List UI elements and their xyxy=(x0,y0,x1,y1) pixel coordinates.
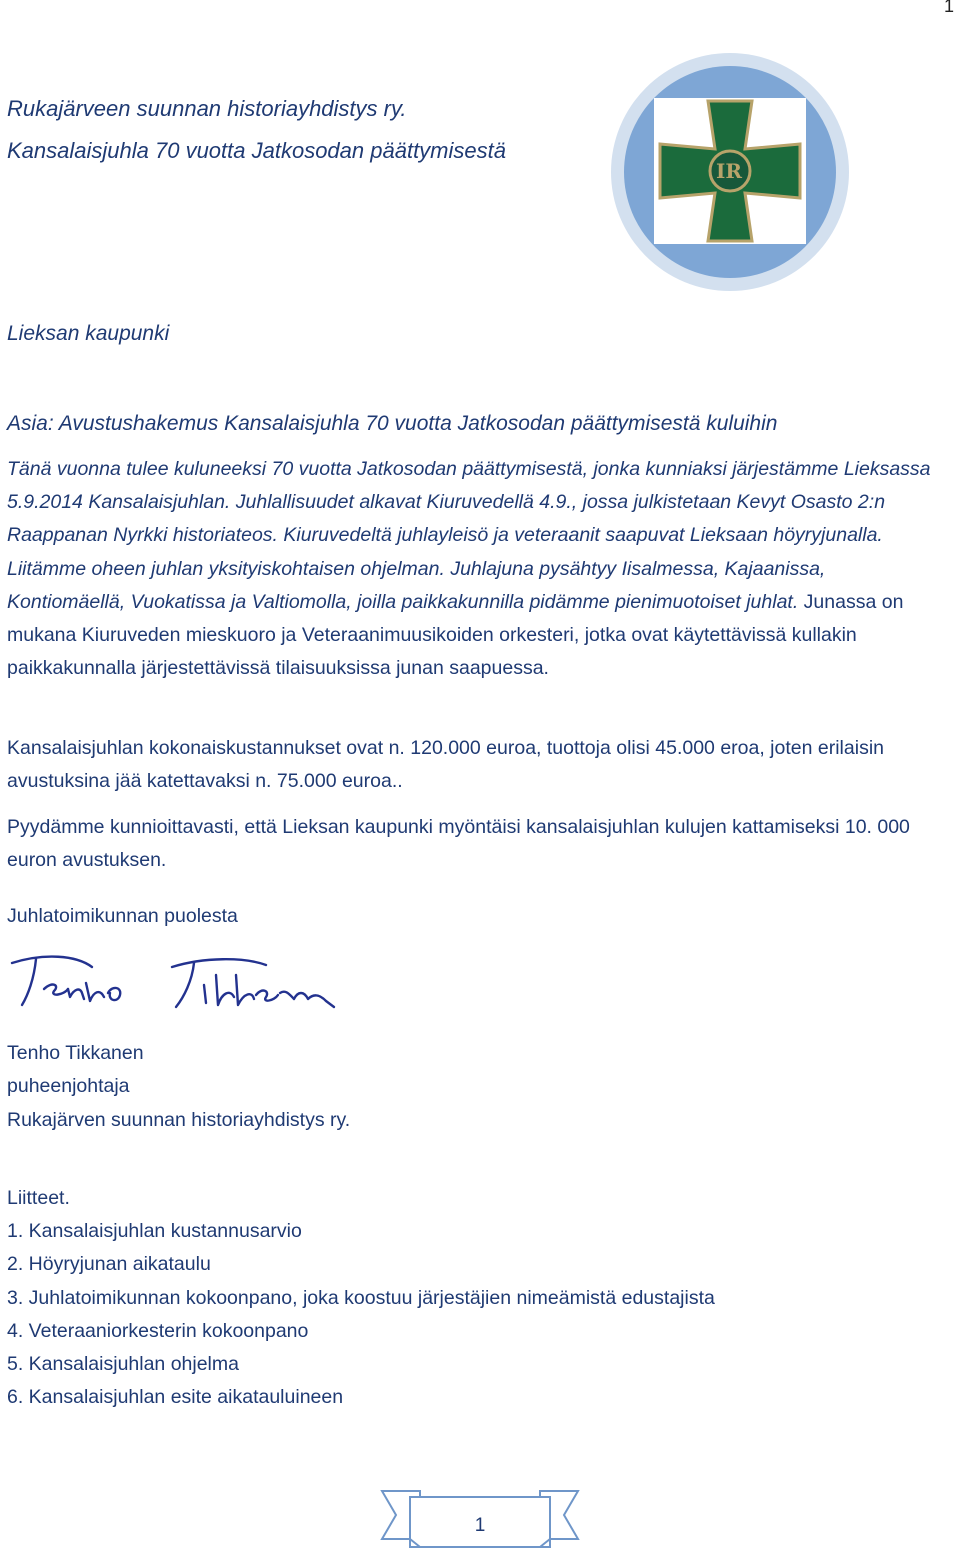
body-paragraph-2: Kansalaisjuhlan kokonaiskustannukset ovat n. 120.000 euroa, tuottoja olisi 45.000 eroa, joten erilaisin avustuksina jää katettavaksi n. 75.000 euroa.. xyxy=(7,737,884,793)
handwritten-signature xyxy=(4,945,340,1027)
event-title: Kansalaisjuhla 70 vuotta Jatkosodan päättymisestä xyxy=(7,138,506,163)
signer-name: Tenho Tikkanen xyxy=(7,1042,144,1064)
body-paragraph-3: Pyydämme kunnioittavasti, että Lieksan kaupunki myöntäisi kansalaisjuhlan kulujen kattamiseksi 10. 000 euron avustuksen. xyxy=(7,816,910,872)
page-number-top: 1 xyxy=(943,0,954,16)
attachment-item: 6. Kansalaisjuhlan esite aikatauluineen xyxy=(7,1386,344,1409)
signer-title: puheenjohtaja xyxy=(7,1075,130,1097)
organization-header: Rukajärveen suunnan historiayhdistys ry. xyxy=(7,96,407,121)
body-paragraph-1-italic: Tänä vuonna tulee kuluneeksi 70 vuotta Jatkosodan päättymisestä, jonka kunniaksi järjestämme Lieksassa 5.9.2014 Kansalaisjuhlan. Juhlallisuudet alkavat Kiuruvedellä 4.9., jossa julkistetaan Kevyt Osasto 2:n Raappanan Nyrkki historiateos. Kiuruvedeltä juhlayleisö ja veteraanit saapuvat Lieksaan höyryjunalla. Liitämme oheen juhlan yksityiskohtaisen ohjelman. Juhlajuna pysähtyy Iisalmessa, Kajaanissa, Kontiomäellä, Vuokatissa ja Valtiomolla, joilla paikkakunnilla pidämme pienimuotoiset juhlat. xyxy=(7,458,931,613)
body-paragraph-1 xyxy=(7,453,947,685)
attachment-item: 1. Kansalaisjuhlan kustannusarvio xyxy=(7,1220,302,1243)
attachment-item: 4. Veteraaniorkesterin kokoonpano xyxy=(7,1319,309,1342)
footer-page-ribbon xyxy=(380,1487,580,1549)
signer-organization: Rukajärven suunnan historiayhdistys ry. xyxy=(7,1109,351,1131)
attachment-item: 2. Höyryjunan aikataulu xyxy=(7,1253,211,1276)
subject-line: Asia: Avustushakemus Kansalaisjuhla 70 vuotta Jatkosodan päättymisestä kuluihin xyxy=(7,412,778,435)
cross-emblem-logo xyxy=(610,52,850,292)
attachment-item: 5. Kansalaisjuhlan ohjelma xyxy=(7,1353,239,1376)
attachment-item: 3. Juhlatoimikunnan kokoonpano, joka koostuu järjestäjien nimeämistä edustajista xyxy=(7,1286,715,1309)
closing-phrase: Juhlatoimikunnan puolesta xyxy=(7,905,238,927)
body-paragraph-1-upright: Junassa on mukana Kiuruveden mieskuoro ja Veteraanimuusikoiden orkesteri, jotka ovat käytettävissä kullakin paikkakunnalla järjestettävissä tilaisuuksissa junan saapuessa. xyxy=(7,590,904,680)
attachments-heading: Liitteet. xyxy=(7,1187,70,1209)
recipient: Lieksan kaupunki xyxy=(7,322,170,345)
attachments-list xyxy=(7,1182,715,1414)
footer-page-number: 1 xyxy=(474,1515,486,1536)
logo-monogram: IR xyxy=(716,159,742,183)
